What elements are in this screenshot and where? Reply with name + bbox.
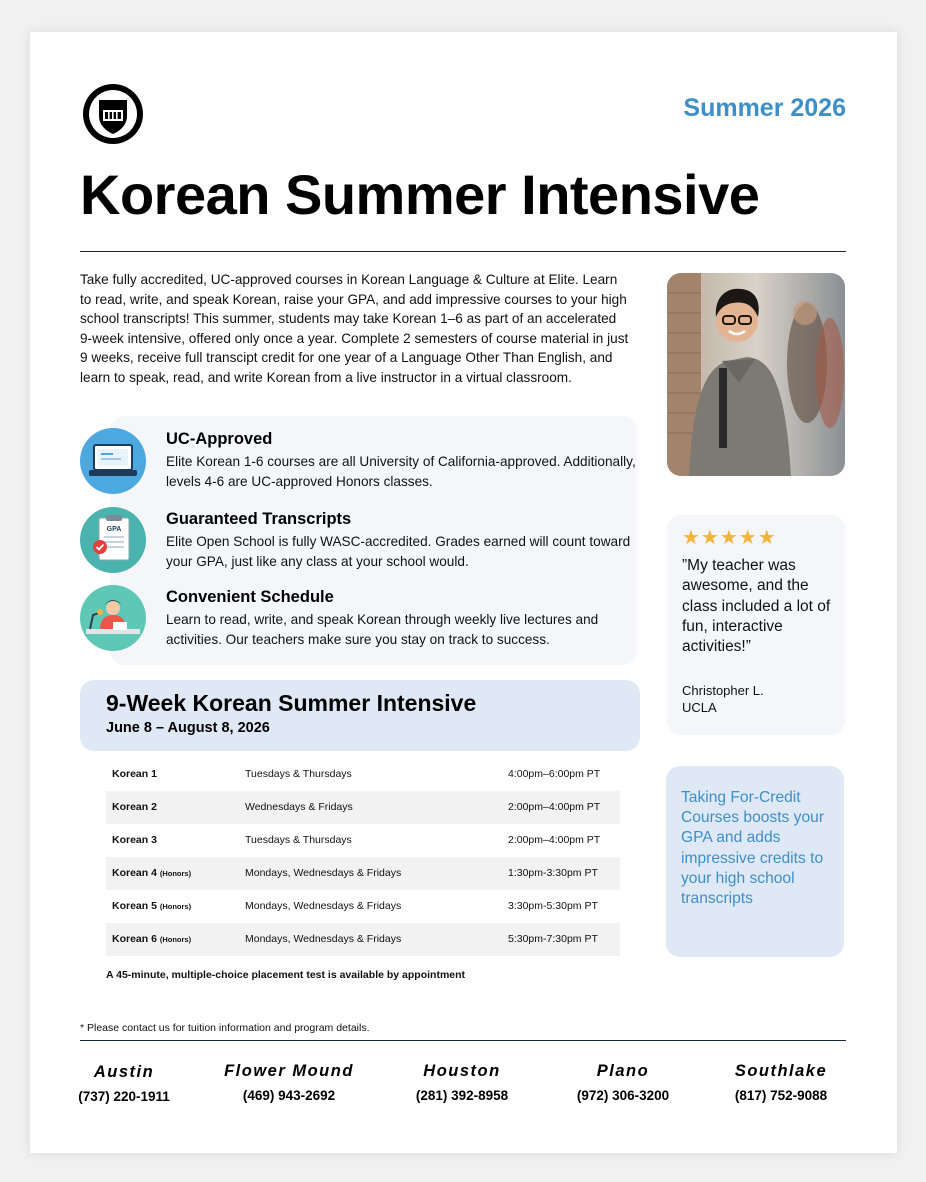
testimonial-card (667, 515, 845, 735)
rating-stars: ★★★★★ (682, 527, 777, 549)
course-days: Tuesdays & Thursdays (245, 768, 352, 780)
table-row (106, 890, 620, 923)
location-phone[interactable]: (469) 943-2692 (242, 1088, 336, 1103)
feature-title: UC-Approved (166, 430, 273, 448)
course-name: Korean 3 (112, 834, 157, 846)
table-row (106, 824, 620, 857)
flyer-page (30, 32, 897, 1153)
location-phone[interactable]: (972) 306-3200 (576, 1088, 670, 1103)
intro-paragraph: Take fully accredited, UC-approved courses in Korean Language & Culture at Elite. Learn to read, write, and speak Korean, raise your GPA, and add impressive courses to your high school transcripts! This summer, students may take Korean 1–6 as part of an accelerated 9-week intensive, offered only once a year. Complete 2 semesters of course material in just 9 weeks, receive full transcipt credit for one year of a Language Other Than English, and learn to speak, read, and write Korean from a live instructor in a virtual classroom. (80, 272, 629, 385)
table-row (106, 923, 620, 956)
schedule-dates: June 8 – August 8, 2026 (106, 720, 270, 736)
course-name: Korean 2 (112, 801, 157, 813)
location-phone[interactable]: (737) 220-1911 (78, 1089, 170, 1104)
author-school: UCLA (682, 699, 717, 715)
feature-text: Learn to read, write, and speak Korean through weekly live lectures and activities. Our teachers make sure you stay on track to success. (166, 612, 599, 647)
course-time: 4:00pm–6:00pm PT (508, 768, 601, 780)
course-time: 5:30pm-7:30pm PT (508, 933, 598, 945)
testimonial-author (682, 683, 764, 716)
course-days: Mondays, Wednesdays & Fridays (245, 933, 402, 945)
feature-title: Guaranteed Transcripts (166, 510, 352, 528)
course-days: Mondays, Wednesdays & Fridays (245, 900, 402, 912)
testimonial-quote: ”My teacher was awesome, and the class included a lot of fun, interactive activities!” (682, 557, 831, 656)
schedule-table (106, 758, 620, 956)
feature-text: Elite Open School is fully WASC-accredited. Grades earned will count toward your GPA, just like any class at your school would. (166, 534, 631, 569)
laptop-icon (80, 428, 146, 494)
tuition-footnote: * Please contact us for tuition information and program details. (80, 1022, 370, 1034)
table-row (106, 758, 620, 791)
table-row (106, 791, 620, 824)
course-time: 3:30pm-5:30pm PT (508, 900, 598, 912)
feature-title: Convenient Schedule (166, 588, 334, 606)
student-photo (667, 273, 845, 476)
location-name: Flower Mound (224, 1062, 354, 1080)
location-phone[interactable]: (281) 392-8958 (415, 1088, 509, 1103)
location-houston (377, 1062, 547, 1103)
placement-test-note: A 45-minute, multiple-choice placement test is available by appointment (106, 969, 466, 981)
table-row (106, 857, 620, 890)
course-name: Korean 6 (Honors) (112, 933, 192, 945)
location-southlake (696, 1062, 866, 1103)
course-days: Tuesdays & Thursdays (245, 834, 352, 846)
season-label: Summer 2026 (683, 94, 846, 122)
gpa-report-icon (80, 507, 146, 573)
location-austin (39, 1063, 209, 1104)
page-title: Korean Summer Intensive (80, 163, 760, 226)
course-time: 2:00pm–4:00pm PT (508, 834, 601, 846)
course-name: Korean 1 (112, 768, 157, 780)
school-crest-logo-icon (81, 82, 145, 146)
location-name: Southlake (734, 1062, 828, 1080)
promo-text: Taking For-Credit Courses boosts your GPA and adds impressive credits to your high school transcripts (681, 789, 825, 908)
promo-card (666, 766, 844, 957)
location-plano (538, 1062, 708, 1103)
location-name: Plano (596, 1062, 650, 1080)
footer-divider (80, 1040, 846, 1041)
location-name: Houston (423, 1062, 501, 1080)
course-time: 2:00pm–4:00pm PT (508, 801, 601, 813)
gpa-icon-label: GPA (106, 526, 122, 533)
header-divider (80, 251, 846, 252)
author-name: Christopher L. (682, 683, 764, 698)
student-studying-icon (80, 585, 146, 651)
course-time: 1:30pm-3:30pm PT (508, 867, 598, 879)
course-name: Korean 5 (Honors) (112, 900, 192, 912)
schedule-title: 9-Week Korean Summer Intensive (106, 690, 477, 716)
course-days: Mondays, Wednesdays & Fridays (245, 867, 402, 879)
course-name: Korean 4 (Honors) (112, 867, 192, 879)
location-flower-mound (204, 1062, 374, 1103)
schedule-header (80, 680, 640, 751)
course-days: Wednesdays & Fridays (245, 801, 353, 813)
feature-text: Elite Korean 1-6 courses are all University of California-approved. Additionally, levels 4-6 are UC-approved Honors classes. (166, 454, 636, 489)
location-phone[interactable]: (817) 752-9088 (734, 1088, 828, 1103)
location-name: Austin (93, 1063, 155, 1081)
